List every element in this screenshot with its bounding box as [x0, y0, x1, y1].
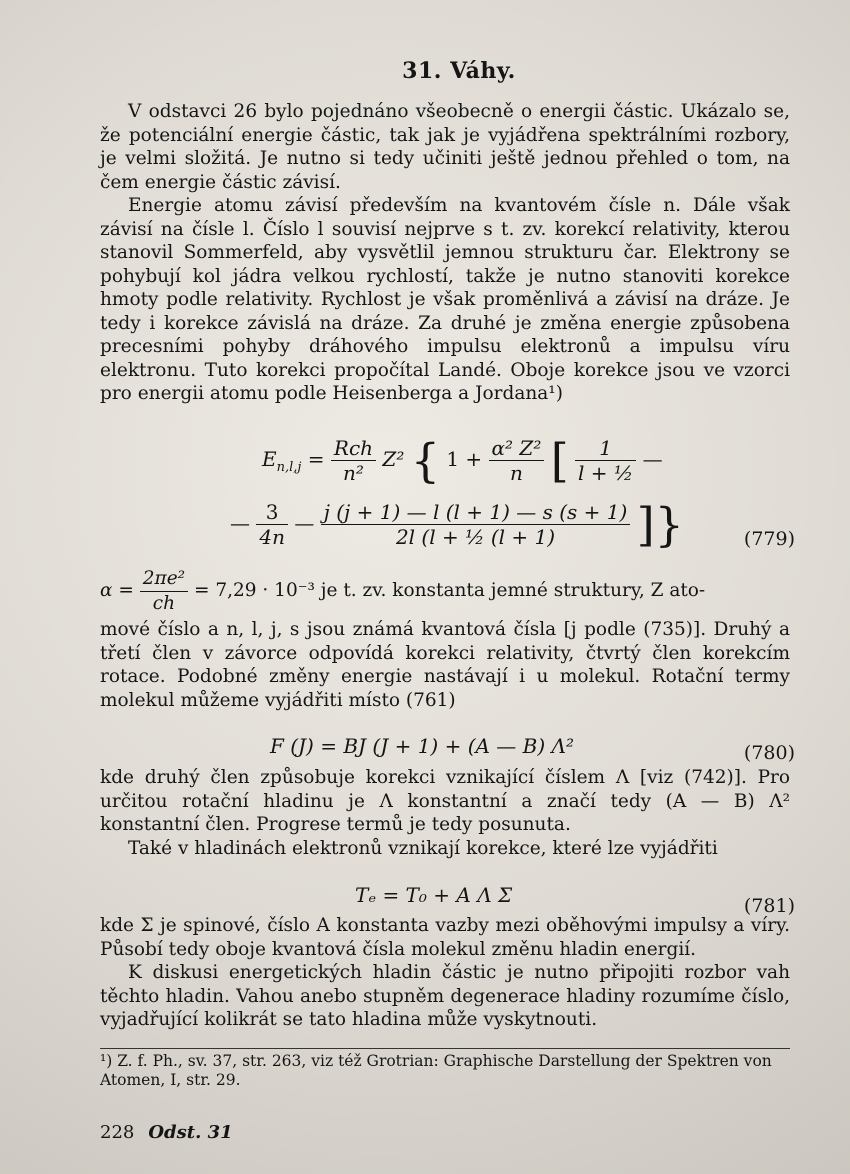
- equation-number: (780): [743, 742, 795, 764]
- fraction: [140, 567, 188, 615]
- eq-minus: —: [294, 511, 315, 535]
- alpha-rest: = 7,29 · 10⁻³ je t. zv. konstanta jemné struktury, Z ato-: [193, 580, 706, 601]
- eq-lhs: E: [262, 447, 277, 471]
- alpha-lhs: α =: [100, 580, 134, 601]
- equation-number: (779): [743, 528, 795, 550]
- alpha-definition-line: [100, 567, 790, 615]
- fraction: [489, 436, 545, 485]
- fraction-numerator: 2πe²: [140, 567, 188, 592]
- section-reference: Odst. 31: [148, 1122, 233, 1143]
- paragraph: K diskusi energetických hladin částic je nutno připojiti rozbor vah těchto hladin. Vahou anebo stupněm degenerace hladiny rozumíme číslo, vyjadřující kolikrát se tato hladina může vyskytnouti.: [100, 962, 790, 1030]
- fraction-numerator: 1: [575, 436, 636, 461]
- eq-term: Z²: [382, 447, 405, 471]
- brace-symbol: {: [410, 433, 440, 488]
- footnote: ¹) Z. f. Ph., sv. 37, str. 263, viz též Grotrian: Graphische Darstellung der Spektren von Atomen, I, str. 29.: [100, 1052, 772, 1089]
- text-block-intro: [100, 100, 790, 406]
- equation-number: (781): [743, 895, 795, 917]
- text-block-3: [100, 766, 790, 860]
- closing-bracket-symbol: ]}: [636, 497, 684, 552]
- paragraph: kde Σ je spinové, číslo A konstanta vazby mezi oběhovými impulsy a víry. Působí tedy oboje kvantová čísla molekul změnu hladin energií.: [100, 915, 790, 960]
- equation-779-line2: [230, 497, 684, 552]
- paragraph: V odstavci 26 bylo pojednáno všeobecně o energii částic. Ukázalo se, že potenciální energie částic, tak jak je vyjádřena spektrálními rozbory, je velmi složitá. Je nutno si tedy učiniti ještě jednou přehled o tom, na čem energie částic závisí.: [100, 101, 790, 193]
- equation-779-line1: [262, 433, 663, 488]
- paragraph: Také v hladinách elektronů vznikají korekce, které lze vyjádřiti: [128, 837, 718, 859]
- page-footer: [100, 1122, 233, 1143]
- eq-equals: =: [307, 447, 325, 471]
- fraction-denominator: n: [510, 461, 523, 485]
- text-block-2: [100, 618, 790, 712]
- paragraph: Energie atomu závisí především na kvantovém čísle n. Dále však závisí na čísle l. Číslo l souvisí nejprve s t. zv. korekcí relativity, kterou stanovil Sommerfeld, aby vysvětlil jemnou strukturu čar. Elektrony se pohybují kol jádra velkou rychlostí, takže je nutno stanoviti korekce hmoty podle relativity. Rychlost je však proměnlivá a závisí na dráze. Je tedy i korekce závislá na dráze. Za druhé je změna energie způsobena precesními pohyby dráhového impulsu elektronů a impulsu víru elektronu. Tuto korekci propočítal Landé. Oboje korekce jsou ve vzorci pro energii atomu podle Heisenberga a Jordana¹): [100, 195, 790, 404]
- fraction-denominator: n²: [343, 461, 364, 485]
- eq-term: 1 +: [446, 447, 483, 471]
- fraction: [331, 436, 376, 485]
- fraction-numerator: Rch: [331, 436, 376, 461]
- eq-minus: —: [642, 447, 663, 471]
- bracket-symbol: [: [550, 433, 569, 488]
- equation-780: F (J) = BJ (J + 1) + (A — B) Λ²: [270, 734, 574, 758]
- fraction: [321, 500, 631, 549]
- footnote-divider: [100, 1048, 790, 1049]
- fraction-denominator: 4n: [259, 525, 285, 549]
- fraction-numerator: j (j + 1) — l (l + 1) — s (s + 1): [321, 500, 631, 525]
- section-heading: 31. Váhy.: [402, 58, 516, 84]
- fraction: [575, 436, 636, 485]
- fraction-numerator: 3: [256, 500, 288, 525]
- paragraph: mové číslo a n, l, j, s jsou známá kvantová čísla [j podle (735)]. Druhý a třetí člen v závorce odpovídá korekci relativity, čtvrtý člen korekcím rotace. Podobné změny energie nastávají i u molekul. Rotační termy molekul můžeme vyjádřiti místo (761): [100, 619, 790, 711]
- fraction-denominator: ch: [152, 592, 176, 614]
- equation-781: Tₑ = T₀ + A Λ Σ: [355, 883, 513, 907]
- paragraph: kde druhý člen způsobuje korekci vznikající číslem Λ [viz (742)]. Pro určitou rotační hladinu je Λ konstantní a značí tedy (A — B) Λ² konstantní člen. Progrese termů je tedy posunuta.: [100, 767, 790, 835]
- fraction-denominator: 2l (l + ½ (l + 1): [395, 525, 556, 549]
- fraction-numerator: α² Z²: [489, 436, 545, 461]
- eq-minus: —: [230, 511, 250, 535]
- fraction-denominator: l + ½: [578, 461, 634, 485]
- fraction: [256, 500, 288, 549]
- page-number: 228: [100, 1122, 135, 1143]
- text-block-4: [100, 914, 790, 1032]
- eq-lhs-sub: n,l,j: [276, 460, 302, 475]
